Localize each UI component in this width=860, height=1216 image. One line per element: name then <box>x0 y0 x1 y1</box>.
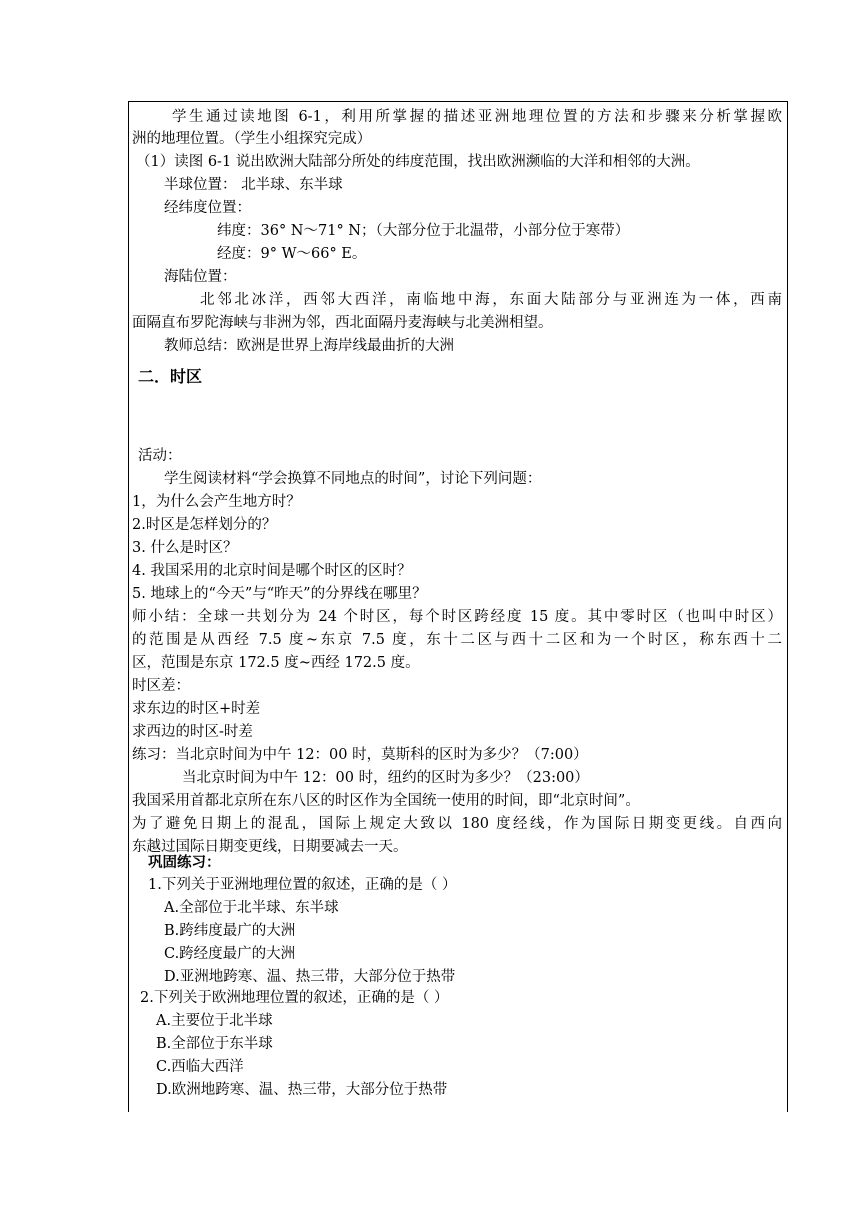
longitude: 经度：9° W～66° E。 <box>217 246 367 262</box>
exercise-2-option-b: B.全部位于东半球 <box>156 1036 273 1052</box>
question-1: （1）读图 6-1 说出欧洲大陆部分所处的纬度范围，找出欧洲濒临的大洋和相邻的大洲。 <box>136 154 700 170</box>
summary-line-1: 师小结：全球一共划分为 24 个时区，每个时区跨经度 15 度。其中零时区（也叫中时区） <box>132 609 782 625</box>
question-item: 5. 地球上的“今天”与“昨天”的分界线在哪里？ <box>132 586 427 602</box>
exercise-1-option-c: C.跨经度最广的大洲 <box>164 946 296 962</box>
practice-1: 练习：当北京时间为中午 12：00 时，莫斯科的区时为多少？（7:00） <box>132 747 588 763</box>
summary-line-3: 区，范围是东京 172.5 度~西经 172.5 度。 <box>132 655 420 671</box>
question-item: 2.时区是怎样划分的？ <box>132 517 277 533</box>
exercise-2-option-c: C.西临大西洋 <box>156 1059 244 1075</box>
exercise-1-option-b: B.跨纬度最广的大洲 <box>164 923 296 939</box>
sea-land-title: 海陆位置： <box>164 269 237 285</box>
section-title-time-zone: 二．时区 <box>138 367 203 386</box>
exercise-2-option-a: A.主要位于北半球 <box>156 1013 273 1029</box>
exercise-2-option-d: D.欧洲地跨寒、温、热三带，大部分位于热带 <box>156 1082 448 1098</box>
exercise-2-stem: 2.下列关于欧洲地理位置的叙述，正确的是（ ） <box>140 990 449 1006</box>
summary-line-2: 的范围是从西经 7.5 度~东京 7.5 度，东十二区与西十二区和为一个时区，称东西十二 <box>132 632 782 648</box>
dateline-line-2: 东越过国际日期变更线，日期要减去一天。 <box>132 839 408 855</box>
timezone-diff-label: 时区差： <box>132 678 190 694</box>
question-item: 1，为什么会产生地方时？ <box>132 494 301 510</box>
beijing-time: 我国采用首都北京所在东八区的时区作为全国统一使用的时间，即“北京时间”。 <box>132 793 640 809</box>
exercise-1-stem: 1.下列关于亚洲地理位置的叙述，正确的是（ ） <box>148 877 457 893</box>
west-rule: 求西边的时区-时差 <box>132 724 253 740</box>
practice-2: 当北京时间为中午 12：00 时，纽约的区时为多少？（23:00） <box>182 770 589 786</box>
teacher-summary: 教师总结：欧洲是世界上海岸线最曲折的大洲 <box>164 338 454 354</box>
sea-land-line-1: 北邻北冰洋，西邻大西洋，南临地中海，东面大陆部分与亚洲连为一体，西南 <box>200 292 782 308</box>
question-item: 4. 我国采用的北京时间是哪个时区的区时？ <box>132 563 412 579</box>
exercise-1-option-a: A.全部位于北半球、东半球 <box>164 900 339 916</box>
dateline-line-1: 为了避免日期上的混乱，国际上规定大致以 180 度经线，作为国际日期变更线。自西向 <box>132 816 782 832</box>
sea-land-line-2: 面隔直布罗陀海峡与非洲为邻，西北面隔丹麦海峡与北美洲相望。 <box>132 315 553 331</box>
exercise-1-option-d: D.亚洲地跨寒、温、热三带，大部分位于热带 <box>164 969 456 985</box>
intro-line-2: 洲的地理位置。（学生小组探究完成） <box>132 131 372 147</box>
latlon-title: 经纬度位置： <box>164 200 251 216</box>
intro-line-1: 学生通过读地图 6-1，利用所掌握的描述亚洲地理位置的方法和步骤来分析掌握欧 <box>172 109 782 125</box>
activity-intro: 学生阅读材料“学会换算不同地点的时间”，讨论下列问题： <box>164 471 542 487</box>
question-item: 3. 什么是时区？ <box>132 540 238 556</box>
hemisphere-position: 半球位置： 北半球、东半球 <box>164 177 343 193</box>
activity-label: 活动： <box>138 448 182 464</box>
consolidate-title: 巩固练习： <box>148 855 221 871</box>
latitude: 纬度：36° N～71° N；（大部分位于北温带，小部分位于寒带） <box>217 223 630 239</box>
east-rule: 求东边的时区+时差 <box>132 701 261 717</box>
